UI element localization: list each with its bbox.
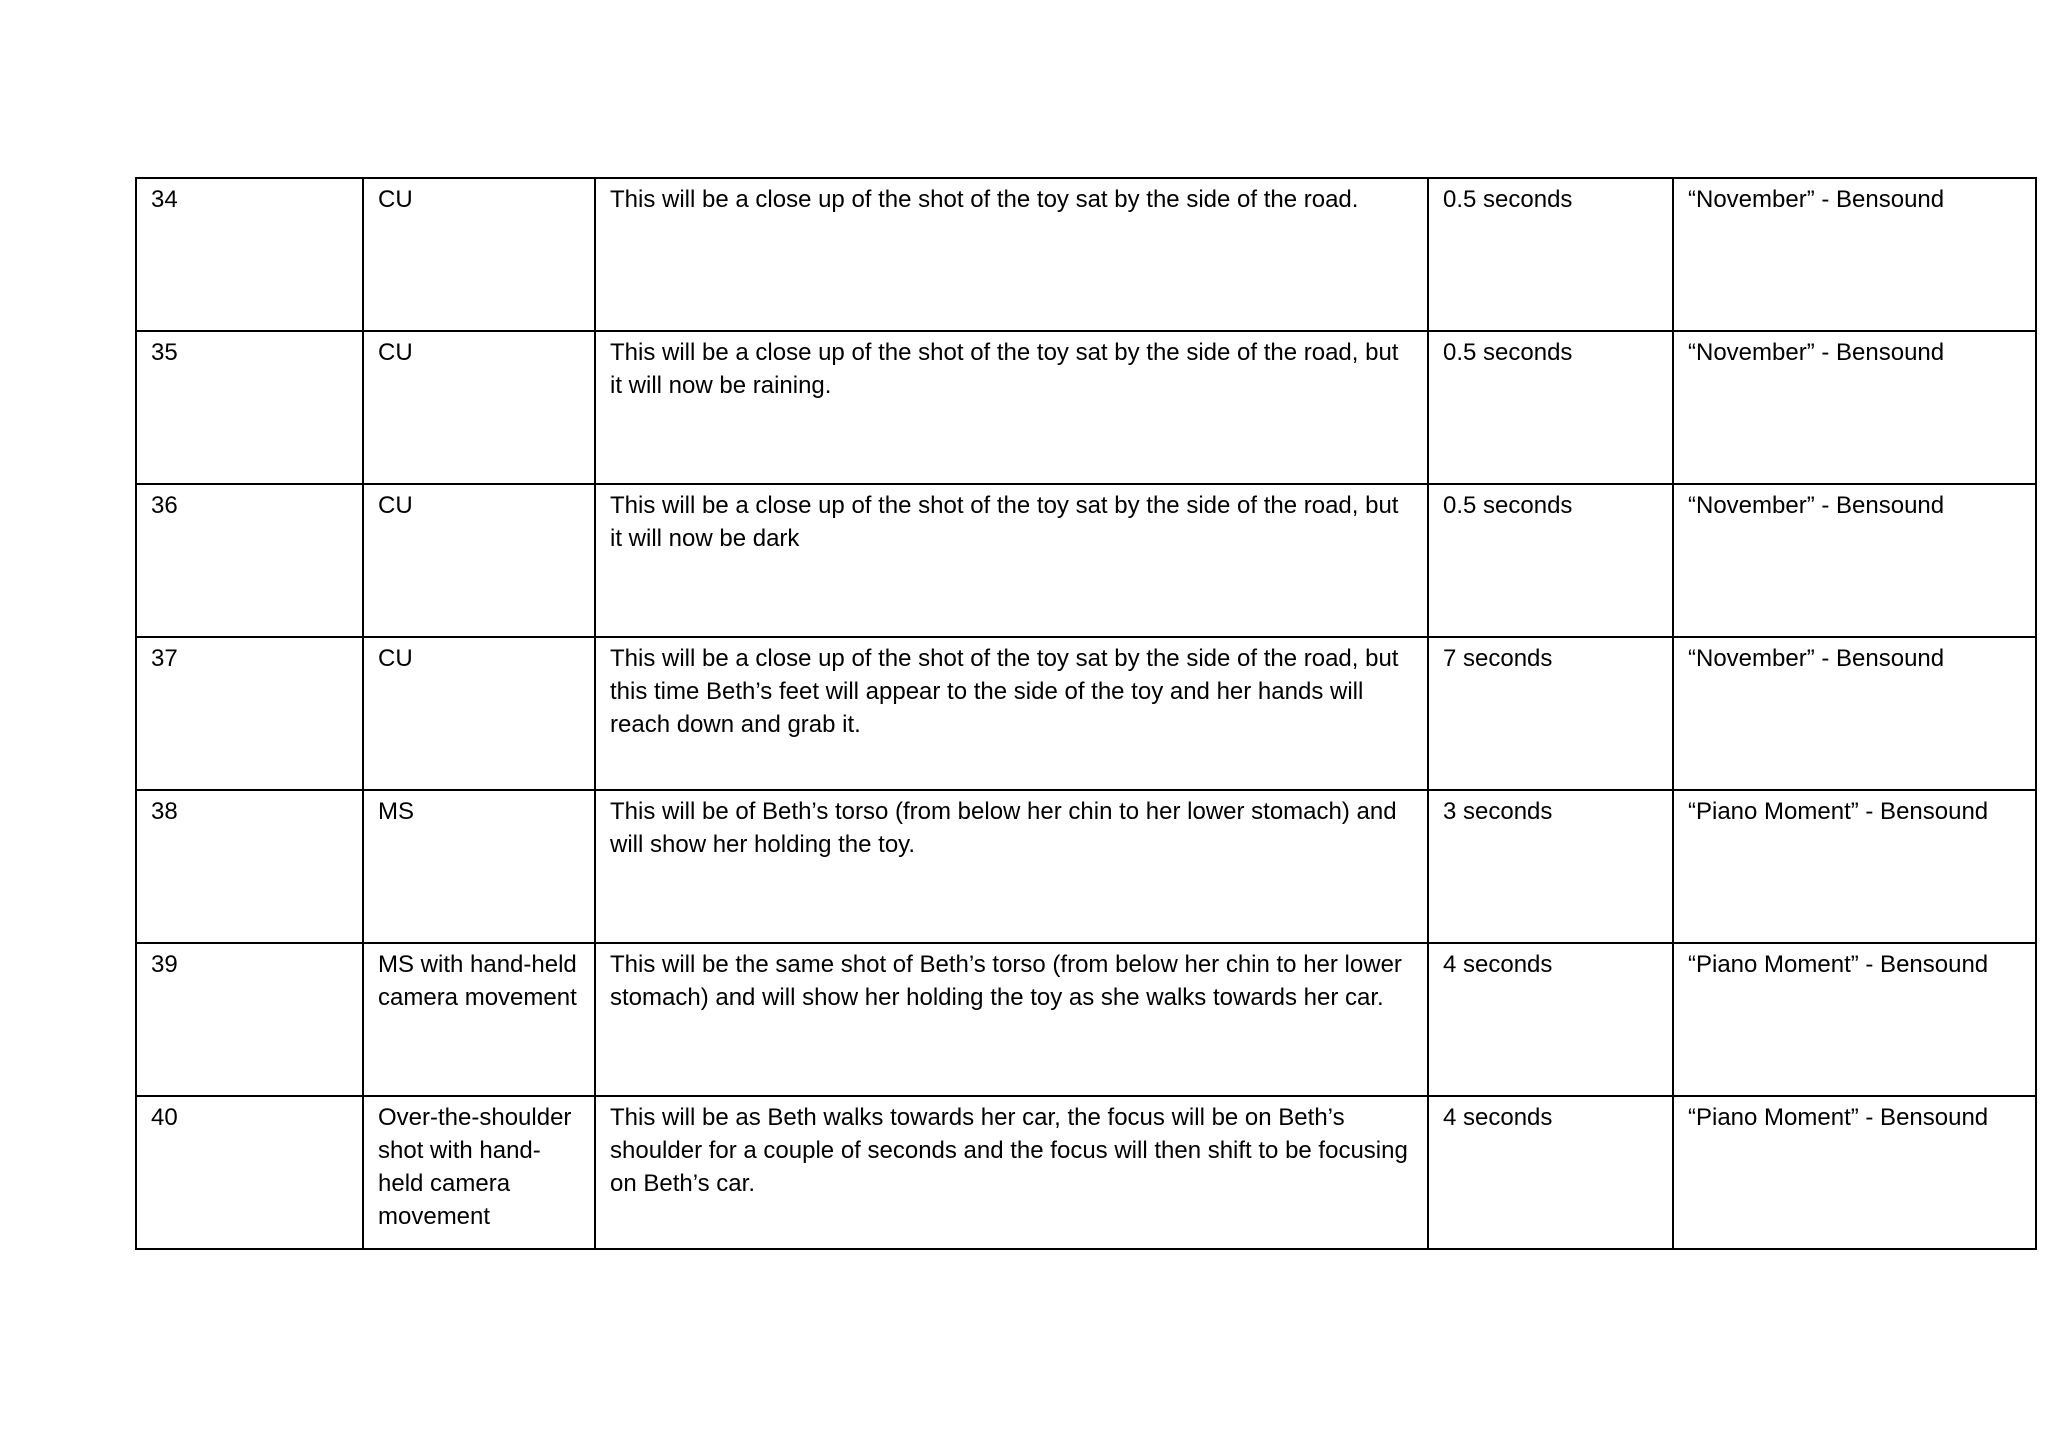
description-cell: This will be of Beth’s torso (from below her chin to her lower stomach) and will show her holding the toy. (595, 790, 1428, 943)
duration-cell: 3 seconds (1428, 790, 1673, 943)
shot-number-cell: 40 (136, 1096, 363, 1249)
shot-number-cell: 36 (136, 484, 363, 637)
description-cell: This will be the same shot of Beth’s torso (from below her chin to her lower stomach) and will show her holding the toy as she walks towards her car. (595, 943, 1428, 1096)
description-cell: This will be a close up of the shot of the toy sat by the side of the road, but it will now be dark (595, 484, 1428, 637)
duration-cell: 4 seconds (1428, 1096, 1673, 1249)
table-row (136, 637, 2036, 790)
description-cell: This will be a close up of the shot of the toy sat by the side of the road, but this time Beth’s feet will appear to the side of the toy and her hands will reach down and grab it. (595, 637, 1428, 790)
music-cell: “Piano Moment” - Bensound (1673, 1096, 2036, 1249)
shot-number-cell: 34 (136, 178, 363, 331)
music-cell: “Piano Moment” - Bensound (1673, 943, 2036, 1096)
duration-cell: 7 seconds (1428, 637, 1673, 790)
duration-cell: 0.5 seconds (1428, 484, 1673, 637)
shot-number-cell: 39 (136, 943, 363, 1096)
music-cell: “November” - Bensound (1673, 637, 2036, 790)
description-cell: This will be a close up of the shot of the toy sat by the side of the road. (595, 178, 1428, 331)
shot-number-cell: 38 (136, 790, 363, 943)
table-row (136, 178, 2036, 331)
table-row (136, 943, 2036, 1096)
shot-type-cell: CU (363, 331, 595, 484)
table-row (136, 331, 2036, 484)
music-cell: “November” - Bensound (1673, 178, 2036, 331)
shot-type-cell: Over-the-shoulder shot with hand-held camera movement (363, 1096, 595, 1249)
storyboard-table (135, 177, 2037, 1250)
music-cell: “Piano Moment” - Bensound (1673, 790, 2036, 943)
music-cell: “November” - Bensound (1673, 484, 2036, 637)
table-row (136, 1096, 2036, 1249)
shot-type-cell: MS with hand-held camera movement (363, 943, 595, 1096)
shot-number-cell: 35 (136, 331, 363, 484)
shot-type-cell: CU (363, 637, 595, 790)
table-row (136, 484, 2036, 637)
table-row (136, 790, 2036, 943)
description-cell: This will be a close up of the shot of the toy sat by the side of the road, but it will now be raining. (595, 331, 1428, 484)
duration-cell: 0.5 seconds (1428, 178, 1673, 331)
shot-number-cell: 37 (136, 637, 363, 790)
duration-cell: 4 seconds (1428, 943, 1673, 1096)
description-cell: This will be as Beth walks towards her car, the focus will be on Beth’s shoulder for a couple of seconds and the focus will then shift to be focusing on Beth’s car. (595, 1096, 1428, 1249)
shot-type-cell: MS (363, 790, 595, 943)
shot-type-cell: CU (363, 484, 595, 637)
duration-cell: 0.5 seconds (1428, 331, 1673, 484)
shot-type-cell: CU (363, 178, 595, 331)
music-cell: “November” - Bensound (1673, 331, 2036, 484)
